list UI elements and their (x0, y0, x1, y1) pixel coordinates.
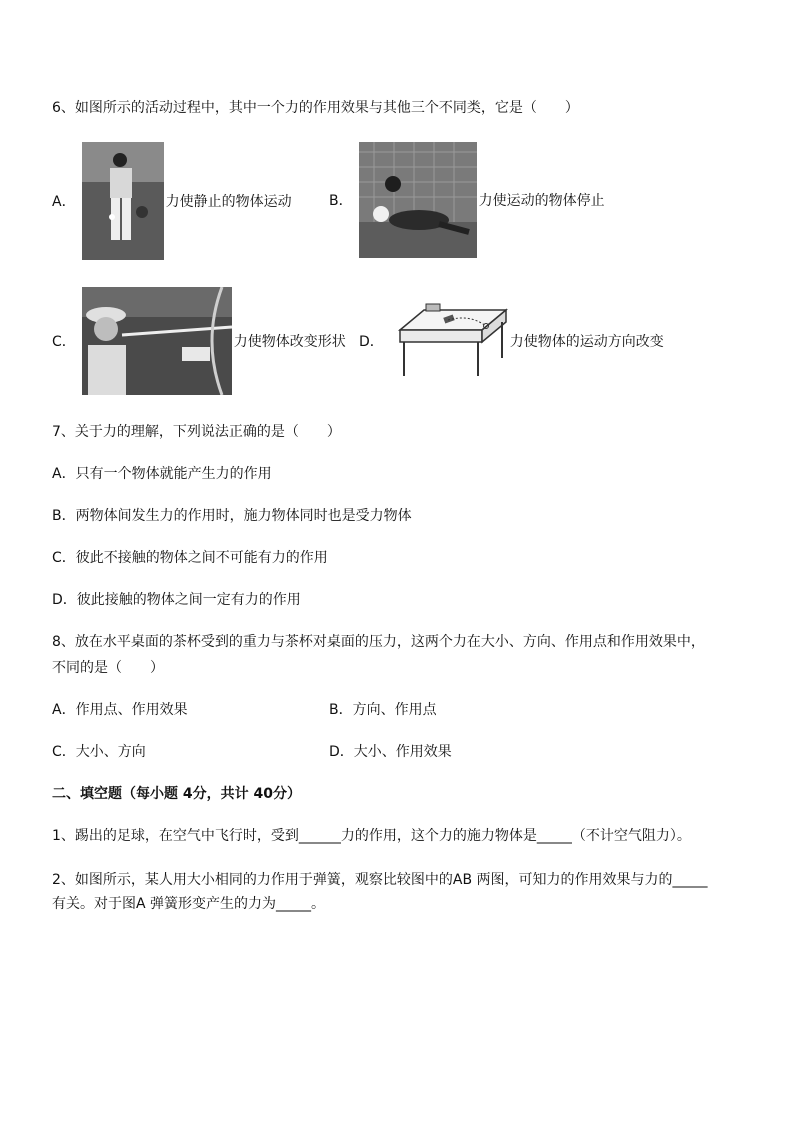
section-2-title: 二、填空题（每小题 4分，共计 40分） (52, 786, 301, 802)
q8-option-a: A．作用点、作用效果 (52, 702, 188, 718)
q8-option-c: C．大小、方向 (52, 744, 146, 760)
baseball-player-photo (82, 142, 164, 260)
q7-option-a: A．只有一个物体就能产生力的作用 (52, 466, 272, 482)
fill1-text: 1、踢出的足球，在空气中飞行时，受到______力的作用，这个力的施力物体是_____（不计空气阻力）。 (52, 828, 691, 844)
q6-option-c-text: 力使物体改变形状 (233, 334, 346, 350)
goalkeeper-photo (359, 142, 477, 258)
q6-option-a-letter: A． (52, 194, 76, 210)
q8-stem-line1: 8、放在水平桌面的茶杯受到的重力与茶杯对桌面的压力，这两个力在大小、方向、作用点和作用效果中， (52, 634, 705, 650)
q6-option-b-letter: B． (329, 193, 353, 209)
q7-option-c: C．彼此不接触的物体之间不可能有力的作用 (52, 550, 328, 566)
q7-option-d: D．彼此接触的物体之间一定有力的作用 (52, 592, 301, 608)
q7-stem: 7、关于力的理解，下列说法正确的是（ ） (52, 424, 341, 440)
q7-option-b: B．两物体间发生力的作用时，施力物体同时也是受力物体 (52, 508, 412, 524)
q6-option-a (52, 142, 292, 260)
q6-option-d-text: 力使物体的运动方向改变 (509, 334, 664, 350)
fill2-line2: 有关。对于图A 弹簧形变产生的力为_____。 (52, 896, 326, 912)
magnet-table-diagram (390, 302, 508, 380)
q6-option-c-letter: C． (52, 334, 76, 350)
archer-photo (82, 287, 232, 395)
q6-option-d-letter: D． (359, 334, 384, 350)
q8-option-d: D．大小、作用效果 (329, 744, 452, 760)
q6-option-a-text: 力使静止的物体运动 (165, 194, 292, 210)
q6-option-b (329, 142, 605, 258)
q8-stem-line2: 不同的是（ ） (52, 660, 164, 676)
q6-option-d (359, 302, 664, 380)
q6-option-c (52, 287, 346, 395)
q6-option-b-text: 力使运动的物体停止 (478, 193, 605, 209)
q8-option-b: B．方向、作用点 (329, 702, 437, 718)
q6-stem: 6、如图所示的活动过程中，其中一个力的作用效果与其他三个不同类，它是（ ） (52, 100, 579, 116)
fill2-line1: 2、如图所示，某人用大小相同的力作用于弹簧，观察比较图中的AB 两图，可知力的作用效果与力的_____ (52, 872, 708, 888)
